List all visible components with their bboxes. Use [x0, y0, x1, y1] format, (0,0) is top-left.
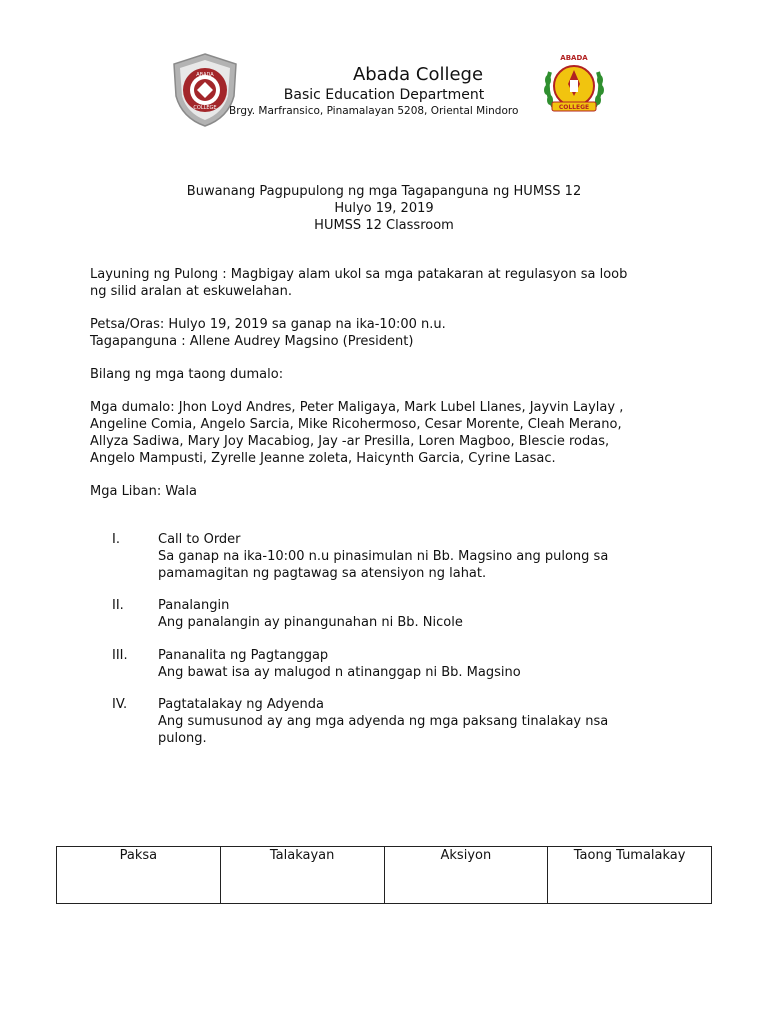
right-logo-text-bottom: COLLEGE	[558, 104, 590, 111]
meeting-purpose	[90, 266, 690, 300]
left-logo-text-bottom: COLLEGE	[193, 105, 217, 111]
abada-seal-logo	[540, 50, 608, 122]
agenda-detail-1b: pamamagitan ng pagtawag sa atensiyon ng lahat.	[158, 566, 487, 581]
purpose-line-2: ng silid aralan at eskuwelahan.	[90, 284, 292, 299]
attendees-list	[90, 399, 690, 467]
agenda-number-1: I.	[112, 532, 120, 547]
meeting-venue: HUMSS 12 Classroom	[314, 218, 454, 233]
agenda-detail-3a: Ang bawat isa ay malugod n atinanggap ni Bb. Magsino	[158, 665, 521, 680]
college-name: Abada College	[352, 64, 484, 85]
meeting-details	[90, 316, 690, 350]
agenda-detail-4b: pulong.	[158, 731, 207, 746]
agenda-title-1: Call to Order	[158, 532, 241, 547]
agenda-number-2: II.	[112, 598, 124, 613]
agenda-item-1	[158, 531, 678, 582]
absent-list: Mga Liban: Wala	[90, 484, 197, 499]
agenda-detail-4a: Ang sumusunod ay ang mga adyenda ng mga paksang tinalakay nsa	[158, 714, 609, 729]
table-header-talakayan: Talakayan	[220, 847, 384, 904]
agenda-item-3	[158, 647, 678, 681]
agenda-title-2: Panalangin	[158, 598, 230, 613]
meeting-date: Hulyo 19, 2019	[334, 201, 434, 216]
date-time: Petsa/Oras: Hulyo 19, 2019 sa ganap na ika-10:00 n.u.	[90, 317, 446, 332]
agenda-table	[56, 846, 712, 904]
attendees-line-1: Mga dumalo: Jhon Loyd Andres, Peter Maligaya, Mark Lubel Llanes, Jayvin Laylay ,	[90, 400, 624, 415]
attendee-count: Bilang ng mga taong dumalo:	[90, 367, 284, 382]
table-header-taong-tumalakay: Taong Tumalakay	[548, 847, 712, 904]
meeting-title: Buwanang Pagpupulong ng mga Tagapanguna ng HUMSS 12	[186, 184, 582, 199]
right-logo-text-top: ABADA	[560, 54, 588, 62]
purpose-line-1: Layuning ng Pulong : Magbigay alam ukol sa mga patakaran at regulasyon sa loob	[90, 267, 628, 282]
table-header-paksa: Paksa	[57, 847, 221, 904]
agenda-title-4: Pagtatalakay ng Adyenda	[158, 697, 324, 712]
left-logo-text-top: ABADA	[196, 72, 214, 78]
attendees-line-3: Allyza Sadiwa, Mary Joy Macabiog, Jay -ar Presilla, Loren Magboo, Blescie rodas,	[90, 434, 610, 449]
agenda-detail-2a: Ang panalangin ay pinangunahan ni Bb. Nicole	[158, 615, 463, 630]
attendees-line-4: Angelo Mampusti, Zyrelle Jeanne zoleta, Haicynth Garcia, Cyrine Lasac.	[90, 451, 556, 466]
attendees-line-2: Angeline Comia, Angelo Sarcia, Mike Ricohermoso, Cesar Morente, Cleah Merano,	[90, 417, 622, 432]
agenda-detail-1a: Sa ganap na ika-10:00 n.u pinasimulan ni Bb. Magsino ang pulong sa	[158, 549, 609, 564]
meeting-title-block	[0, 183, 768, 234]
table-row	[57, 847, 712, 904]
agenda-item-4	[158, 696, 678, 747]
department-name: Basic Education Department	[283, 87, 485, 103]
agenda-number-3: III.	[112, 648, 128, 663]
agenda-title-3: Pananalita ng Pagtanggap	[158, 648, 329, 663]
college-address: Brgy. Marfransico, Pinamalayan 5208, Oriental Mindoro	[229, 105, 519, 117]
agenda-number-4: IV.	[112, 697, 128, 712]
agenda-item-2	[158, 597, 678, 631]
presider: Tagapanguna : Allene Audrey Magsino (President)	[90, 334, 414, 349]
table-header-aksiyon: Aksiyon	[384, 847, 548, 904]
